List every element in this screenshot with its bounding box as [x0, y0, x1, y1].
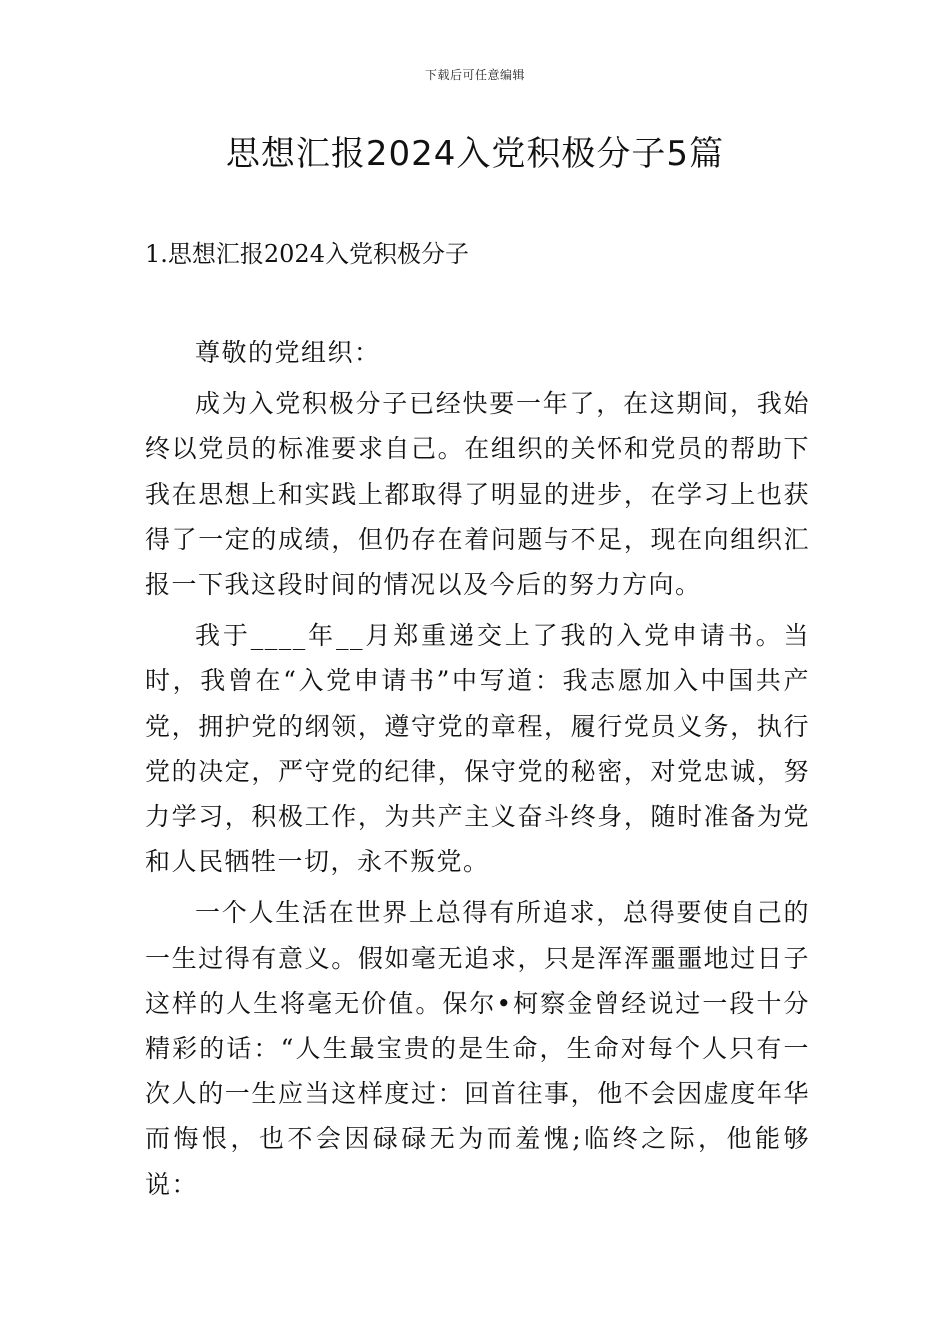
header-note: 下载后可任意编辑 [424, 68, 525, 82]
salutation-paragraph: 尊敬的党组织： [195, 338, 381, 367]
body-paragraph: 一个人生活在世界上总得有所追求，总得要使自己的一生过得有意义。假如毫无追求，只是浑浑噩噩地过日子这样的人生将毫无价值。保尔•柯察金曾经说过一段十分精彩的话：“人生最宝贵的是生命，生命对每个人只有一次人的一生应当这样度过：回首往事，他不会因虚度年华而悔恨，也不会因碌碌无为而羞愧;临终之际，他能够说： [145, 898, 810, 1199]
body-paragraph: 成为入党积极分子已经快要一年了，在这期间，我始终以党员的标准要求自己。在组织的关怀和党员的帮助下我在思想上和实践上都取得了明显的进步，在学习上也获得了一定的成绩，但仍存在着问题与不足，现在向组织汇报一下我这段时间的情况以及今后的努力方向。 [145, 389, 810, 600]
section-heading: 1.思想汇报2024入党积极分子 [145, 240, 469, 268]
body-paragraph: 我于____年__月郑重递交上了我的入党申请书。当时，我曾在“入党申请书”中写道：我志愿加入中国共产党，拥护党的纲领，遵守党的章程，履行党员义务，执行党的决定，严守党的纪律，保守党的秘密，对党忠诚，努力学习，积极工作，为共产主义奋斗终身，随时准备为党和人民牺牲一切，永不叛党。 [145, 621, 810, 877]
document-title: 思想汇报2024入党积极分子5篇 [225, 134, 725, 174]
body-text [145, 330, 810, 1213]
